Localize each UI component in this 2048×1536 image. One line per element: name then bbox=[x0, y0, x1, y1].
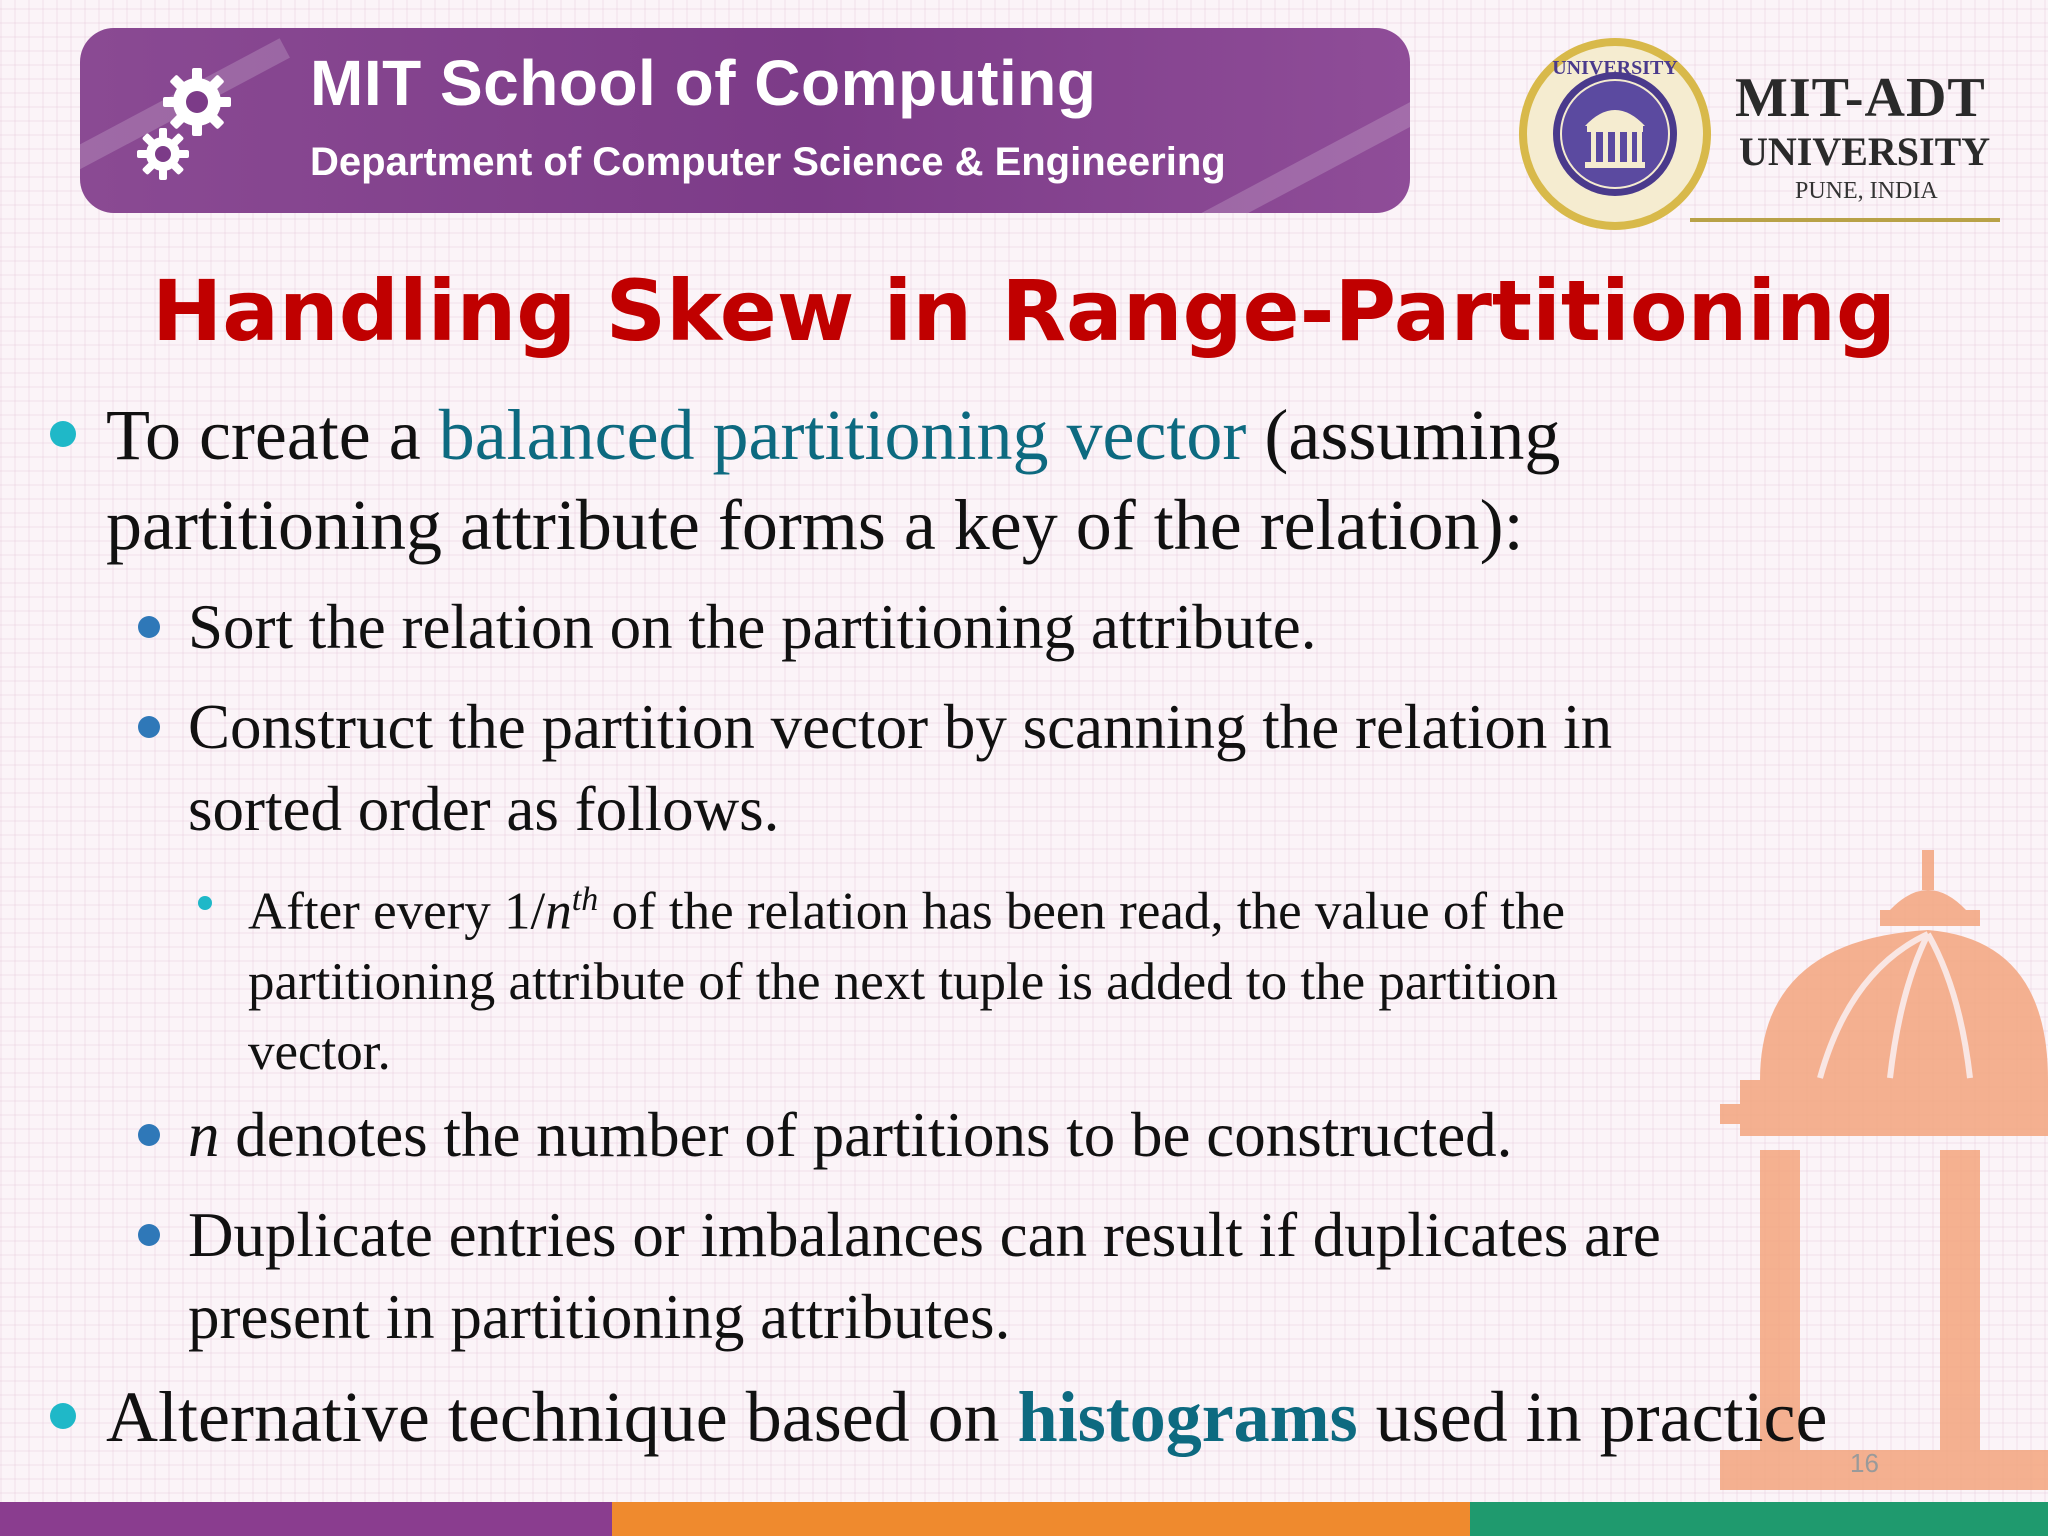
bullet-1-line-1 bbox=[106, 390, 1560, 480]
bullet-1-3 bbox=[188, 1094, 1512, 1176]
bullet-1-4 bbox=[188, 1194, 1661, 1358]
bullet-marker bbox=[198, 896, 212, 910]
bullet-1-text-end: (assuming bbox=[1246, 395, 1561, 475]
bullet-marker bbox=[138, 1224, 160, 1246]
bullet-2-highlight: histograms bbox=[1017, 1377, 1358, 1457]
header-banner bbox=[80, 28, 1410, 213]
bullet-marker bbox=[50, 1403, 76, 1429]
gears-icon bbox=[135, 64, 245, 184]
variable-n: n bbox=[188, 1100, 220, 1170]
bullet-1-highlight: balanced partitioning vector bbox=[438, 395, 1247, 475]
footer-bar-purple bbox=[0, 1502, 612, 1536]
superscript-th: th bbox=[571, 881, 599, 918]
bullet-1-line-2: partitioning attribute forms a key of the relation): bbox=[106, 485, 1524, 565]
logo-location: PUNE, INDIA bbox=[1795, 178, 1938, 204]
bullet-2-text: Alternative technique based on bbox=[106, 1377, 1018, 1457]
bullet-2 bbox=[106, 1372, 1827, 1462]
logo-underline bbox=[1690, 218, 2000, 222]
bullet-1-4-line-1: Duplicate entries or imbalances can result if duplicates are bbox=[188, 1200, 1661, 1270]
footer-bar-green bbox=[1470, 1502, 2048, 1536]
bullet-marker bbox=[138, 716, 160, 738]
department-name: Department of Computer Science & Engineering bbox=[310, 140, 1226, 184]
bullet-1-3-text: denotes the number of partitions to be constructed. bbox=[219, 1100, 1513, 1170]
bullet-1-1: Sort the relation on the partitioning attribute. bbox=[188, 592, 1317, 662]
slide-title: Handling Skew in Range-Partitioning bbox=[151, 262, 1897, 360]
school-name: MIT School of Computing bbox=[310, 47, 1097, 119]
bullet-marker bbox=[138, 1124, 160, 1146]
bullet-marker bbox=[50, 421, 76, 447]
footer-bar-orange bbox=[612, 1502, 1470, 1536]
svg-text:UNIVERSITY: UNIVERSITY bbox=[1552, 57, 1678, 79]
bullet-1-2-1-text: After every 1/ bbox=[248, 882, 546, 941]
bullet-1-2-line-2: sorted order as follows. bbox=[188, 774, 780, 844]
bullet-1-2-1-line-1 bbox=[248, 865, 1565, 947]
logo-name-line2: UNIVERSITY bbox=[1739, 129, 1991, 174]
variable-n: n bbox=[545, 882, 572, 941]
logo-name-line1: MIT-ADT bbox=[1735, 67, 1986, 129]
bullet-1-4-line-2: present in partitioning attributes. bbox=[188, 1282, 1011, 1352]
bullet-1-2-1-line-2: partitioning attribute of the next tuple is added to the partition bbox=[248, 952, 1558, 1011]
bullet-marker bbox=[138, 616, 160, 638]
bullet-2-text-end: used in practice bbox=[1357, 1377, 1828, 1457]
bullet-1 bbox=[106, 390, 1560, 570]
university-logo bbox=[1495, 30, 2015, 230]
bullet-1-2-1-text-end: of the relation has been read, the value of the bbox=[598, 882, 1566, 941]
bullet-1-text: To create a bbox=[106, 395, 439, 475]
bullet-1-2 bbox=[188, 686, 1612, 850]
bullet-1-2-1-line-3: vector. bbox=[248, 1022, 391, 1081]
page-number: 16 bbox=[1850, 1448, 1879, 1478]
bullet-1-2-1 bbox=[248, 865, 1565, 1087]
bullet-1-2-line-1: Construct the partition vector by scanning the relation in bbox=[188, 692, 1613, 762]
university-seal-icon bbox=[1515, 34, 1715, 234]
